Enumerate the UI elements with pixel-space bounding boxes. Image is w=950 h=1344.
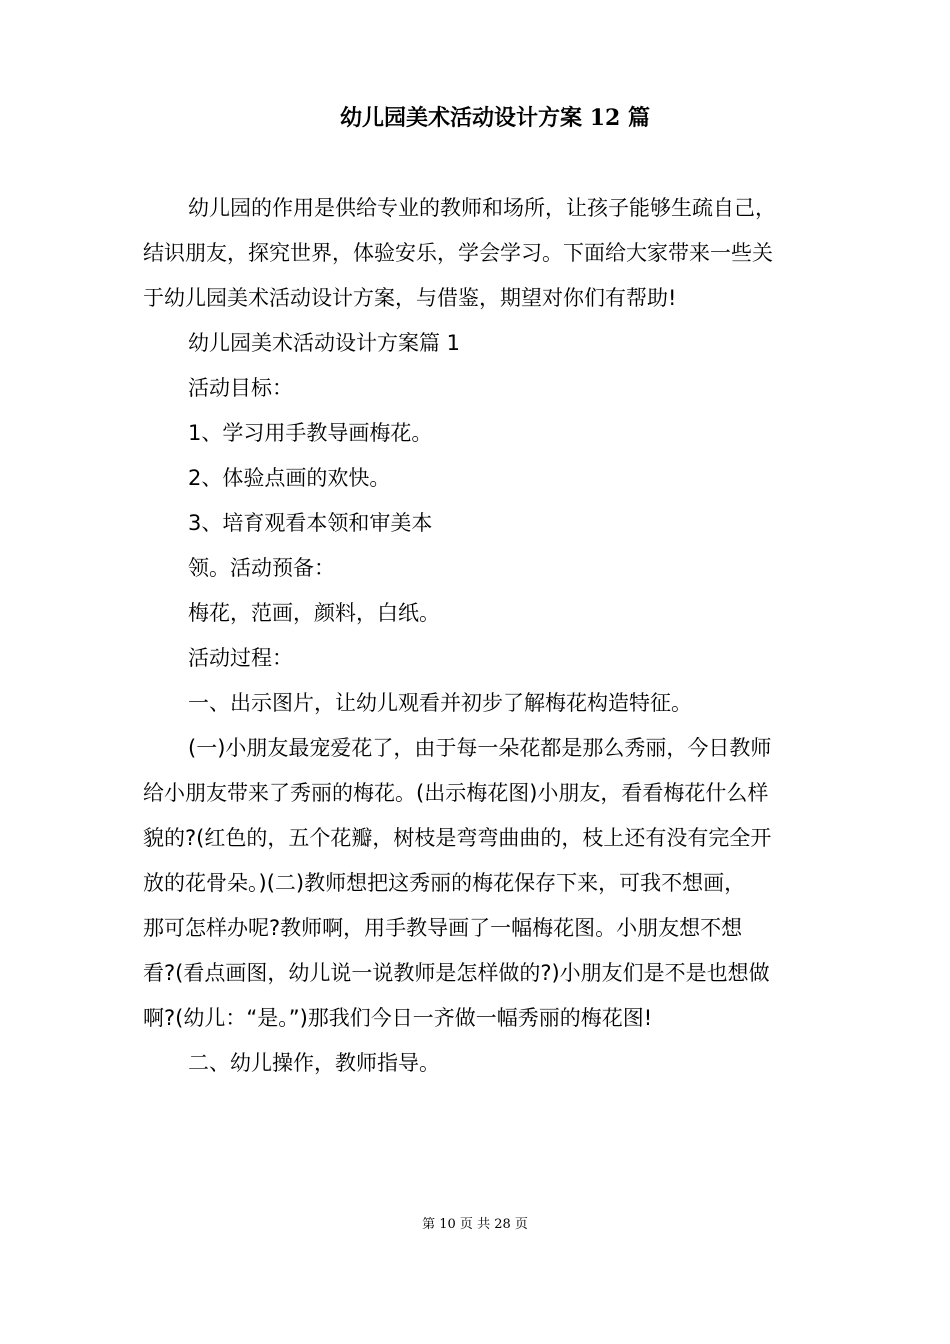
text-line: 幼儿园的作用是供给专业的教师和场所，让孩子能够生疏自己， — [188, 196, 776, 220]
text-line: 貌的?(红色的，五个花瓣，树枝是弯弯曲曲的，枝上还有没有完全开 — [143, 826, 772, 850]
text-line: 梅花，范画，颜料，白纸。 — [188, 601, 440, 625]
text-line: 一、出示图片，让幼儿观看并初步了解梅花构造特征。 — [188, 691, 692, 715]
text-line: 领。活动预备： — [188, 556, 335, 580]
text-line: 于幼儿园美术活动设计方案，与借鉴，期望对你们有帮助! — [143, 286, 677, 310]
document-body — [143, 186, 823, 1086]
text-line: 给小朋友带来了秀丽的梅花。(出示梅花图)小朋友，看看梅花什么样 — [143, 781, 769, 805]
list-item: 1、学习用手教导画梅花。 — [188, 421, 433, 445]
text-line: 看?(看点画图，幼儿说一说教师是怎样做的?)小朋友们是不是也想做 — [143, 961, 770, 985]
text-line: 活动过程： — [188, 646, 293, 670]
text-line: 放的花骨朵。)(二)教师想把这秀丽的梅花保存下来，可我不想画， — [143, 871, 746, 895]
text-line: (一)小朋友最宠爱花了，由于每一朵花都是那么秀丽，今日教师 — [188, 736, 772, 760]
document-title: 幼儿园美术活动设计方案 12 篇 — [340, 105, 650, 131]
text-line: 啊?(幼儿：“是。”)那我们今日一齐做一幅秀丽的梅花图! — [143, 1006, 653, 1030]
text-line: 那可怎样办呢?教师啊，用手教导画了一幅梅花图。小朋友想不想 — [143, 916, 743, 940]
text-line: 结识朋友，探究世界，体验安乐，学会学习。下面给大家带来一些关 — [143, 241, 773, 265]
text-line: 活动目标： — [188, 376, 293, 400]
page-footer: 第 10 页 共 28 页 — [422, 1217, 528, 1232]
text-line: 二、幼儿操作，教师指导。 — [188, 1051, 440, 1075]
list-item: 2、体验点画的欢快。 — [188, 466, 391, 490]
list-item: 3、培育观看本领和审美本 — [188, 511, 433, 535]
section-heading: 幼儿园美术活动设计方案篇 1 — [188, 331, 461, 355]
